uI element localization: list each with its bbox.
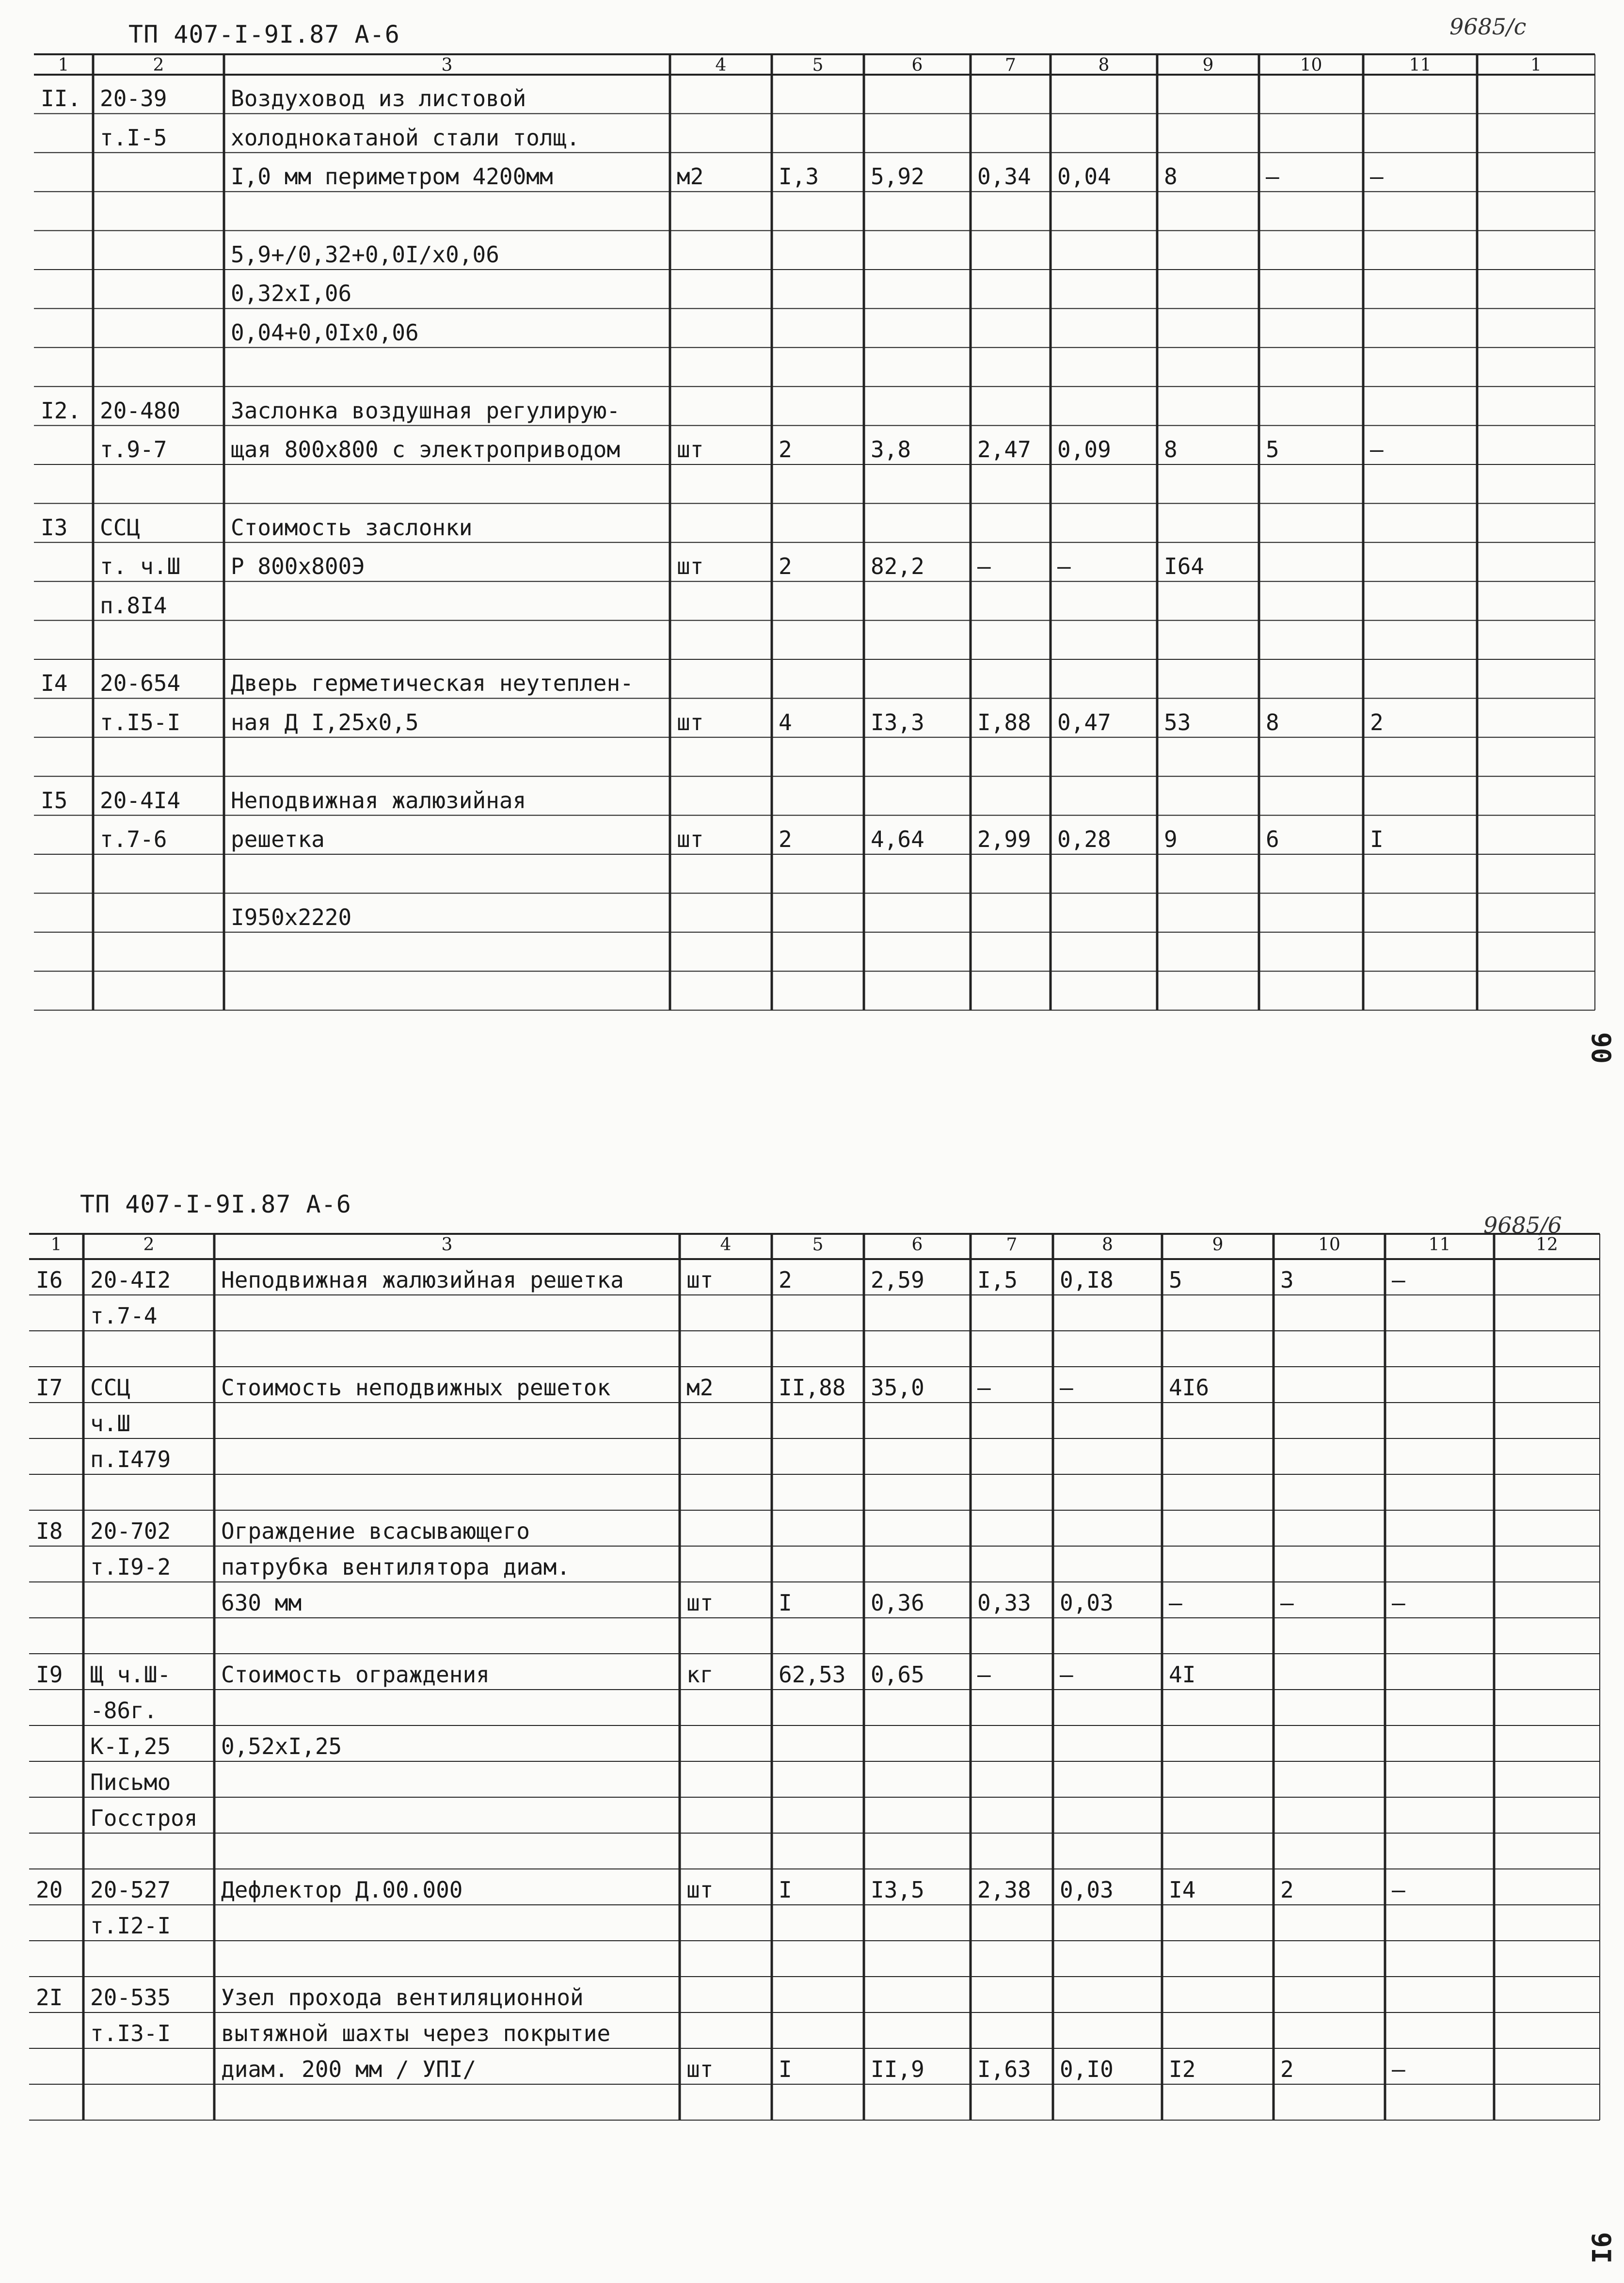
col-7-cell: –	[977, 553, 991, 580]
code-cell: т.9-7	[100, 436, 167, 463]
table-row	[29, 1618, 1600, 1654]
table-row	[34, 543, 1595, 581]
col-6-cell: I3,5	[871, 1877, 924, 1903]
col-6-cell: 3,8	[871, 436, 911, 463]
column-header-3: 3	[441, 1235, 453, 1255]
table-row	[29, 1761, 1600, 1797]
table-row	[29, 2012, 1600, 2048]
column-header-7: 7	[1006, 1235, 1018, 1255]
row-number-cell: I7	[36, 1374, 63, 1401]
table-row	[29, 1833, 1600, 1869]
table-row	[34, 737, 1595, 776]
description-cell: 630 мм	[221, 1590, 302, 1616]
col-6-cell: 4,64	[871, 826, 924, 852]
code-cell: К-I,25	[90, 1733, 171, 1759]
description-cell: I,0 мм периметром 4200мм	[231, 163, 553, 190]
col-8-cell: –	[1060, 1374, 1073, 1401]
code-cell: 20-535	[90, 1984, 171, 2011]
page2-table	[29, 1234, 1600, 2120]
column-header-12: 1	[1530, 55, 1542, 75]
unit-cell: шт	[686, 1590, 714, 1616]
table-row	[34, 75, 1595, 113]
table-row	[34, 153, 1595, 192]
description-cell: ная Д I,25х0,5	[231, 709, 419, 735]
column-header-9: 9	[1202, 55, 1214, 75]
table-row	[34, 386, 1595, 425]
col-11-cell: –	[1392, 2056, 1405, 2082]
description-cell: холоднокатаной стали толщ.	[231, 124, 580, 151]
unit-cell: м2	[686, 1374, 714, 1401]
col-7-cell: 0,34	[977, 163, 1031, 190]
code-cell: т.I2-I	[90, 1913, 171, 1939]
table-row	[34, 113, 1595, 152]
description-cell: вытяжной шахты через покрытие	[221, 2020, 611, 2046]
col-8-cell: –	[1060, 1661, 1073, 1688]
page1-page-number: 90	[1586, 1032, 1617, 1064]
page2-handwritten-note: 9685/6	[1483, 1212, 1562, 1238]
row-number-cell: I3	[41, 514, 68, 541]
quantity-cell: I	[779, 1877, 792, 1903]
code-cell: 20-4I4	[100, 787, 181, 814]
table-row	[29, 1546, 1600, 1582]
table-row	[34, 308, 1595, 347]
col-11-cell: –	[1370, 436, 1384, 463]
col-8-cell: 0,28	[1057, 826, 1111, 852]
page2-page-number: 9I	[1586, 2232, 1617, 2264]
col-10-cell: –	[1266, 163, 1279, 190]
code-cell: 20-702	[90, 1518, 171, 1544]
table-row	[29, 1403, 1600, 1438]
col-10-cell: –	[1280, 1590, 1294, 1616]
col-8-cell: 0,I0	[1060, 2056, 1114, 2082]
unit-cell: кг	[686, 1661, 714, 1688]
description-cell: Р 800х800Э	[231, 553, 365, 580]
table-row	[34, 776, 1595, 815]
table-row	[29, 1797, 1600, 1833]
col-6-cell: 35,0	[871, 1374, 924, 1401]
col-6-cell: 5,92	[871, 163, 924, 190]
quantity-cell: 2	[779, 826, 792, 852]
column-header-4: 4	[715, 55, 727, 75]
quantity-cell: I,3	[779, 163, 819, 190]
col-7-cell: 0,33	[977, 1590, 1031, 1616]
description-cell: 5,9+/0,32+0,0I/х0,06	[231, 241, 499, 268]
column-header-1: 1	[58, 55, 69, 75]
description-cell: Дефлектор Д.00.000	[221, 1877, 463, 1903]
col-6-cell: 0,65	[871, 1661, 924, 1688]
code-cell: -86г.	[90, 1697, 158, 1724]
col-11-cell: 2	[1370, 709, 1384, 735]
col-6-cell: II,9	[871, 2056, 924, 2082]
unit-cell: шт	[686, 2056, 714, 2082]
col-8-cell: 0,I8	[1060, 1267, 1114, 1293]
description-cell: 0,04+0,0Iх0,06	[231, 319, 419, 346]
col-7-cell: 2,38	[977, 1877, 1031, 1903]
table-row	[29, 1474, 1600, 1510]
code-cell: 20-39	[100, 85, 167, 112]
row-number-cell: 2I	[36, 1984, 63, 2011]
col-8-cell: 0,04	[1057, 163, 1111, 190]
table-row	[29, 2048, 1600, 2084]
row-number-cell: I6	[36, 1267, 63, 1293]
description-cell: Узел прохода вентиляционной	[221, 1984, 584, 2011]
column-header-12: 12	[1536, 1235, 1558, 1255]
column-header-10: 10	[1318, 1235, 1340, 1255]
unit-cell: шт	[686, 1877, 714, 1903]
quantity-cell: 2	[779, 553, 792, 580]
col-11-cell: I	[1370, 826, 1384, 852]
col-7-cell: I,88	[977, 709, 1031, 735]
code-cell: 20-654	[100, 670, 181, 697]
table-row	[29, 1331, 1600, 1367]
col-10-cell: 6	[1266, 826, 1279, 852]
description-cell: Ограждение всасывающего	[221, 1518, 530, 1544]
description-cell: Воздуховод из листовой	[231, 85, 526, 112]
column-header-3: 3	[441, 55, 453, 75]
row-number-cell: 20	[36, 1877, 63, 1903]
column-header-4: 4	[720, 1235, 732, 1255]
table-row	[29, 1582, 1600, 1618]
table-row	[29, 1438, 1600, 1474]
col-9-cell: I64	[1164, 553, 1205, 580]
column-header-5: 5	[812, 1235, 824, 1255]
table-row	[29, 1725, 1600, 1761]
row-number-cell: I2.	[41, 397, 81, 424]
code-cell: 20-480	[100, 397, 181, 424]
table-row	[34, 893, 1595, 932]
page2-title: ТП 407-I-9I.87 А-6	[80, 1190, 351, 1218]
col-8-cell: 0,09	[1057, 436, 1111, 463]
code-cell: Письмо	[90, 1769, 171, 1795]
table-row	[29, 1259, 1600, 1295]
table-row	[29, 1510, 1600, 1546]
unit-cell: шт	[677, 709, 704, 735]
description-cell: 0,52хI,25	[221, 1733, 342, 1759]
col-9-cell: I4	[1169, 1877, 1196, 1903]
col-10-cell: 2	[1280, 1877, 1294, 1903]
column-header-6: 6	[911, 55, 923, 75]
table-row	[29, 2084, 1600, 2120]
table-row	[34, 659, 1595, 698]
table-row	[34, 231, 1595, 270]
column-header-11: 11	[1428, 1235, 1451, 1255]
column-header-7: 7	[1005, 55, 1016, 75]
col-7-cell: I,63	[977, 2056, 1031, 2082]
code-cell: т.7-6	[100, 826, 167, 852]
col-9-cell: –	[1169, 1590, 1182, 1616]
code-cell: Щ ч.Ш-	[90, 1661, 171, 1688]
page1-title: ТП 407-I-9I.87 А-6	[128, 20, 400, 48]
code-cell: Госстроя	[90, 1805, 198, 1831]
table-row	[34, 581, 1595, 620]
row-number-cell: I9	[36, 1661, 63, 1688]
table-row	[29, 1869, 1600, 1905]
code-cell: т.I9-2	[90, 1554, 171, 1580]
quantity-cell: 2	[779, 436, 792, 463]
col-7-cell: –	[977, 1374, 991, 1401]
code-cell: ч.Ш	[90, 1410, 131, 1437]
row-number-cell: I8	[36, 1518, 63, 1544]
table-row	[34, 971, 1595, 1010]
unit-cell: шт	[686, 1267, 714, 1293]
description-cell: диам. 200 мм / УПI/	[221, 2056, 477, 2082]
col-7-cell: –	[977, 1661, 991, 1688]
code-cell: т.I3-I	[90, 2020, 171, 2046]
code-cell: ССЦ	[100, 514, 141, 541]
description-cell: Стоимость ограждения	[221, 1661, 490, 1688]
page1-handwritten-note: 9685/с	[1449, 14, 1527, 40]
description-cell: I950х2220	[231, 904, 352, 930]
col-9-cell: 4I	[1169, 1661, 1196, 1688]
table-row	[34, 621, 1595, 659]
description-cell: Дверь герметическая неутеплен-	[231, 670, 634, 697]
row-number-cell: I4	[41, 670, 68, 697]
col-10-cell: 2	[1280, 2056, 1294, 2082]
col-9-cell: I2	[1169, 2056, 1196, 2082]
col-9-cell: 53	[1164, 709, 1191, 735]
table-row	[34, 815, 1595, 854]
col-7-cell: I,5	[977, 1267, 1018, 1293]
description-cell: Стоимость заслонки	[231, 514, 473, 541]
table-row	[34, 270, 1595, 308]
quantity-cell: I	[779, 1590, 792, 1616]
code-cell: ССЦ	[90, 1374, 131, 1401]
col-9-cell: 4I6	[1169, 1374, 1210, 1401]
col-8-cell: –	[1057, 553, 1071, 580]
description-cell: Стоимость неподвижных решеток	[221, 1374, 611, 1401]
row-number-cell: I5	[41, 787, 68, 814]
table-row	[34, 932, 1595, 971]
description-cell: 0,32хI,06	[231, 280, 352, 307]
column-header-2: 2	[143, 1235, 155, 1255]
table-row	[34, 503, 1595, 542]
column-header-8: 8	[1098, 55, 1110, 75]
quantity-cell: 62,53	[779, 1661, 846, 1688]
table-row	[29, 1905, 1600, 1941]
table-row	[29, 1367, 1600, 1403]
code-cell: 20-4I2	[90, 1267, 171, 1293]
quantity-cell: 4	[779, 709, 792, 735]
table-row	[29, 1690, 1600, 1725]
quantity-cell: II,88	[779, 1374, 846, 1401]
column-header-1: 1	[50, 1235, 62, 1255]
col-8-cell: 0,47	[1057, 709, 1111, 735]
quantity-cell: I	[779, 2056, 792, 2082]
column-header-8: 8	[1102, 1235, 1113, 1255]
table-row	[29, 1977, 1600, 2012]
description-cell: Неподвижная жалюзийная решетка	[221, 1267, 624, 1293]
col-9-cell: 8	[1164, 163, 1178, 190]
col-10-cell: 5	[1266, 436, 1279, 463]
table-row	[29, 1654, 1600, 1690]
col-8-cell: 0,03	[1060, 1877, 1114, 1903]
row-number-cell: II.	[41, 85, 81, 112]
table-row	[34, 192, 1595, 230]
col-8-cell: 0,03	[1060, 1590, 1114, 1616]
table-row	[34, 348, 1595, 386]
col-6-cell: 82,2	[871, 553, 924, 580]
col-6-cell: 2,59	[871, 1267, 924, 1293]
table-row	[29, 1941, 1600, 1977]
unit-cell: м2	[677, 163, 704, 190]
col-11-cell: –	[1370, 163, 1384, 190]
table-row	[34, 426, 1595, 464]
description-cell: патрубка вентилятора диам.	[221, 1554, 571, 1580]
column-header-11: 11	[1409, 55, 1432, 75]
col-6-cell: I3,3	[871, 709, 924, 735]
code-cell: п.I479	[90, 1446, 171, 1472]
unit-cell: шт	[677, 436, 704, 463]
code-cell: т.I5-I	[100, 709, 181, 735]
table-row	[34, 698, 1595, 737]
column-header-2: 2	[153, 55, 164, 75]
col-7-cell: 2,99	[977, 826, 1031, 852]
col-9-cell: 5	[1169, 1267, 1182, 1293]
col-9-cell: 8	[1164, 436, 1178, 463]
unit-cell: шт	[677, 826, 704, 852]
code-cell: т.I-5	[100, 124, 167, 151]
col-6-cell: 0,36	[871, 1590, 924, 1616]
description-cell: Неподвижная жалюзийная	[231, 787, 526, 814]
column-header-5: 5	[812, 55, 824, 75]
col-10-cell: 8	[1266, 709, 1279, 735]
code-cell: т.7-4	[90, 1303, 158, 1329]
table-row	[34, 854, 1595, 893]
code-cell: 20-527	[90, 1877, 171, 1903]
description-cell: щая 800х800 с электроприводом	[231, 436, 621, 463]
code-cell: т. ч.Ш	[100, 553, 181, 580]
column-header-9: 9	[1212, 1235, 1224, 1255]
description-cell: решетка	[231, 826, 325, 852]
unit-cell: шт	[677, 553, 704, 580]
col-7-cell: 2,47	[977, 436, 1031, 463]
code-cell: п.8I4	[100, 592, 167, 619]
column-header-10: 10	[1300, 55, 1322, 75]
col-11-cell: –	[1392, 1590, 1405, 1616]
col-9-cell: 9	[1164, 826, 1178, 852]
col-11-cell: –	[1392, 1267, 1405, 1293]
column-header-6: 6	[911, 1235, 923, 1255]
description-cell: Заслонка воздушная регулирую-	[231, 397, 621, 424]
table-row	[34, 464, 1595, 503]
col-10-cell: 3	[1280, 1267, 1294, 1293]
quantity-cell: 2	[779, 1267, 792, 1293]
col-11-cell: –	[1392, 1877, 1405, 1903]
page1-table	[34, 54, 1595, 1010]
table-row	[29, 1295, 1600, 1331]
